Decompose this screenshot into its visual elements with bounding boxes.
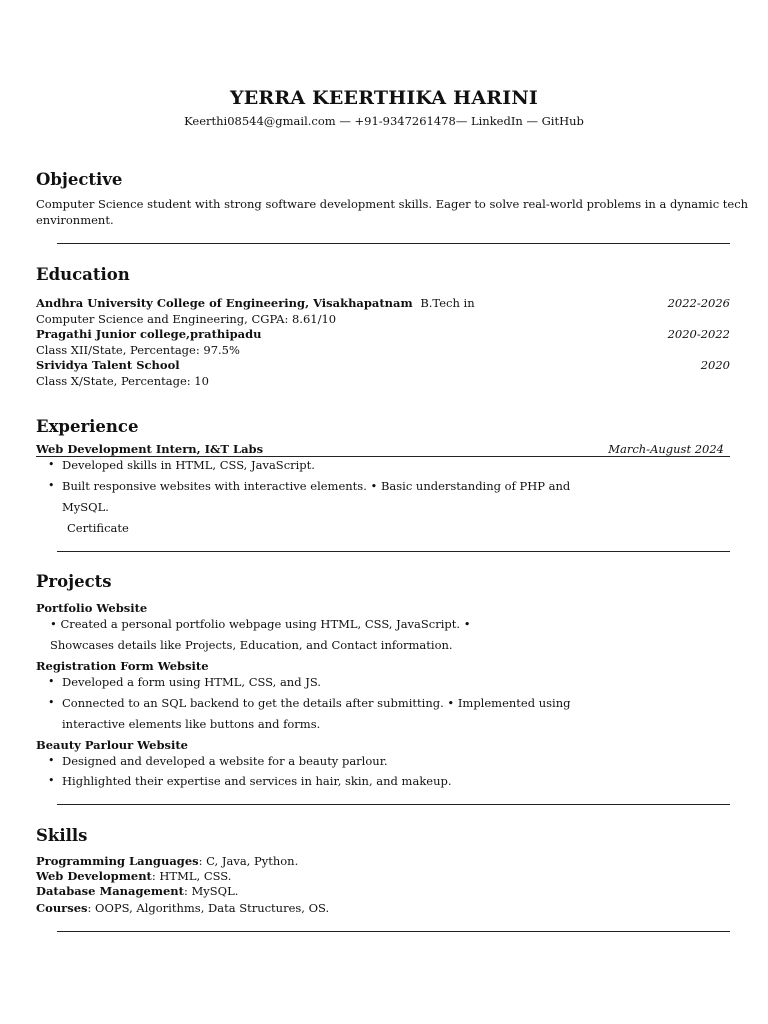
section-title-objective: Objective [36, 170, 123, 189]
education-institution: Srividya Talent School [36, 358, 180, 372]
skill-row [36, 869, 231, 883]
section-title-projects: Projects [36, 572, 112, 591]
bullet-icon: • [48, 696, 55, 709]
project-bullet-cont: interactive elements like buttons and forms. [62, 717, 321, 731]
education-detail: Computer Science and Engineering, CGPA: 8.61/10 [36, 312, 337, 326]
education-detail: Class X/State, Percentage: 10 [36, 374, 209, 388]
education-degree: B.Tech in [420, 296, 475, 310]
project-bullet: Developed a form using HTML, CSS, and JS. [62, 675, 321, 689]
skill-label: Programming Languages [36, 854, 199, 868]
certificate-link[interactable]: Certificate [67, 521, 129, 535]
section-title-skills: Skills [36, 826, 88, 845]
experience-bullet-1: Developed skills in HTML, CSS, JavaScript. [62, 458, 315, 472]
section-divider [57, 931, 730, 932]
section-title-experience: Experience [36, 417, 139, 436]
skill-label: Database Management [36, 884, 184, 898]
education-years: 2022-2026 [667, 296, 730, 310]
section-divider [57, 804, 730, 805]
section-divider [57, 551, 730, 552]
project-bullet: Highlighted their expertise and services in hair, skin, and makeup. [62, 774, 452, 788]
experience-bullet-2-cont: MySQL. [62, 500, 109, 514]
education-years: 2020 [700, 358, 730, 372]
objective-line-1: Computer Science student with strong software development skills. Eager to solve real-world problems in a dynamic tech [36, 197, 749, 211]
education-detail: Class XII/State, Percentage: 97.5% [36, 343, 240, 357]
bullet-icon: • [48, 774, 55, 787]
education-years: 2020-2022 [667, 327, 730, 341]
project-bullet: Designed and developed a website for a beauty parlour. [62, 754, 388, 768]
project-name: Registration Form Website [36, 659, 209, 673]
bullet-icon: • [48, 479, 55, 492]
section-title-education: Education [36, 265, 130, 284]
objective-line-2: environment. [36, 213, 114, 227]
education-institution: Andhra University College of Engineering, Visakhapatnam [36, 296, 413, 310]
section-divider [57, 243, 730, 244]
skill-row [36, 854, 298, 868]
skill-row [36, 884, 238, 898]
experience-dates: March-August 2024 [608, 442, 724, 456]
project-line: • Created a personal portfolio webpage using HTML, CSS, JavaScript. • [50, 617, 471, 631]
project-bullet: Connected to an SQL backend to get the details after submitting. • Implemented using [62, 696, 571, 710]
skill-value: : OOPS, Algorithms, Data Structures, OS. [87, 901, 330, 915]
skill-value: : MySQL. [183, 884, 239, 898]
project-line: Showcases details like Projects, Education, and Contact information. [50, 638, 453, 652]
project-name: Beauty Parlour Website [36, 738, 188, 752]
education-institution: Pragathi Junior college,prathipadu [36, 327, 262, 341]
skill-value: : C, Java, Python. [198, 854, 299, 868]
skill-label: Web Development [36, 869, 152, 883]
project-name: Portfolio Website [36, 601, 148, 615]
experience-underline [36, 456, 730, 457]
education-entry-1 [36, 296, 475, 310]
skill-value: : HTML, CSS. [151, 869, 232, 883]
bullet-icon: • [48, 458, 55, 471]
candidate-name: YERRA KEERTHIKA HARINI [229, 87, 539, 109]
experience-role: Web Development Intern, I&T Labs [36, 442, 264, 456]
bullet-icon: • [48, 754, 55, 767]
experience-bullet-2: Built responsive websites with interactive elements. • Basic understanding of PHP and [62, 479, 571, 493]
skill-row [36, 901, 329, 915]
contact-line: Keerthi08544@gmail.com — +91-9347261478— LinkedIn — GitHub [184, 114, 584, 128]
bullet-icon: • [48, 675, 55, 688]
skill-label: Courses [36, 901, 88, 915]
